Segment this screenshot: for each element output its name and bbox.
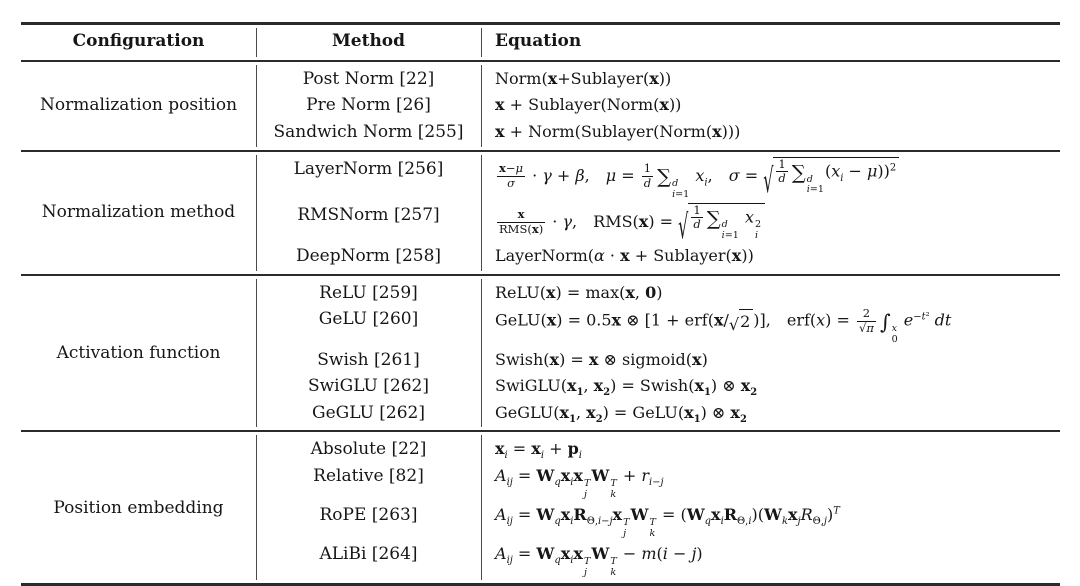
equation-cell: $\frac{x-\mu}{\sigma}$ · γ + β, μ = $\frac{1}{d}$ ∑ d i=1 $x_i$, σ = √ $\frac{1}{d}$ ∑ d i=1 $(x_i - \mu))^2$	[481, 156, 1060, 202]
table-section	[21, 150, 1060, 274]
table-body	[21, 60, 1060, 583]
column-divider	[481, 435, 482, 580]
method-cell: ReLU [259]	[319, 282, 418, 303]
method-cell: DeepNorm [258]	[295, 245, 442, 266]
method-cell: LayerNorm [256]	[293, 158, 444, 179]
equation-cell: Norm(x+Sublayer(x))	[495, 68, 672, 88]
equation-cell: x RMS(x) · γ, RMS(x) = √ $\frac{1}{d}$ ∑ d i=1 x 2 i	[481, 202, 1060, 243]
method-cell: Absolute [22]	[310, 439, 427, 460]
method-cell: GeGLU [262]	[311, 402, 426, 423]
column-divider	[256, 155, 257, 271]
column-divider	[481, 65, 482, 147]
column-divider	[256, 435, 257, 580]
configurations-table	[21, 22, 1060, 586]
method-cell: Pre Norm [26]	[306, 95, 431, 116]
method-cell: Relative [82]	[313, 466, 424, 487]
equation-cell: x + Norm(Sublayer(Norm(x)))	[495, 122, 741, 142]
equation-cell: ReLU(x) = max(x, 0)	[495, 282, 663, 302]
column-divider	[256, 279, 257, 428]
method-cell: RoPE [263]	[319, 504, 418, 525]
equation-cell: x + Sublayer(Norm(x))	[495, 95, 682, 115]
method-cell: ALiBi [264]	[319, 543, 418, 564]
configuration-cell: Normalization method	[41, 202, 236, 223]
column-divider	[481, 155, 482, 271]
column-divider	[256, 28, 257, 57]
method-cell: SwiGLU [262]	[307, 376, 430, 397]
equation-cell: LayerNorm(α · x + Sublayer(x))	[495, 245, 754, 265]
equation-cell: GeLU(x) = 0.5x ⊗ [1 + erf(x/ √ 2 )], erf(x) = $\frac{2}{√\pi}$ ∫ x 0 $e^{-t^2}$ dt	[495, 306, 952, 345]
equation-cell: $GeGLU(x_1$, $x_2$) = $GeLU(x_1)$ ⊗ $x_2$	[495, 402, 747, 425]
configuration-cell: Normalization position	[39, 95, 238, 116]
column-divider	[481, 28, 482, 57]
method-cell: RMSNorm [257]	[297, 204, 440, 225]
table-section	[21, 60, 1060, 150]
equation-cell: Swish(x) = x ⊗ sigmoid(x)	[495, 349, 708, 369]
column-divider	[481, 279, 482, 428]
header-configuration: Configuration	[72, 31, 205, 51]
configuration-cell: Activation function	[56, 342, 221, 363]
method-cell: Swish [261]	[317, 349, 420, 370]
method-cell: GeLU [260]	[318, 309, 419, 330]
method-cell: Sandwich Norm [255]	[273, 122, 464, 143]
column-divider	[256, 65, 257, 147]
table-header-row	[21, 25, 1060, 60]
header-equation: Equation	[495, 31, 582, 51]
table-section	[21, 430, 1060, 583]
equation-cell: $A_{ij} = W_qx_ix$ T j W T k − m(i − j)	[495, 543, 703, 578]
table-section	[21, 274, 1060, 431]
equation-cell: $SwiGLU(x_1$, $x_2$) = $Swish(x_1)$ ⊗ $x_2$	[495, 376, 758, 399]
equation-cell: $x_i = x_i + p_i$	[495, 439, 582, 462]
equation-cell: $A_{ij} = W_qx_ix$ T j W T k + $r_{i-j}$	[495, 466, 664, 501]
header-method: Method	[331, 31, 406, 51]
equation-cell: $A_{ij} = W_qx_iR_{\Theta,i-j}x$ T j W T k = $(W_qx_iR_{\Theta,i})(W_kx_jR_{\Theta,j})^T$	[495, 504, 840, 539]
configuration-cell: Position embedding	[53, 497, 224, 518]
method-cell: Post Norm [22]	[302, 68, 435, 89]
